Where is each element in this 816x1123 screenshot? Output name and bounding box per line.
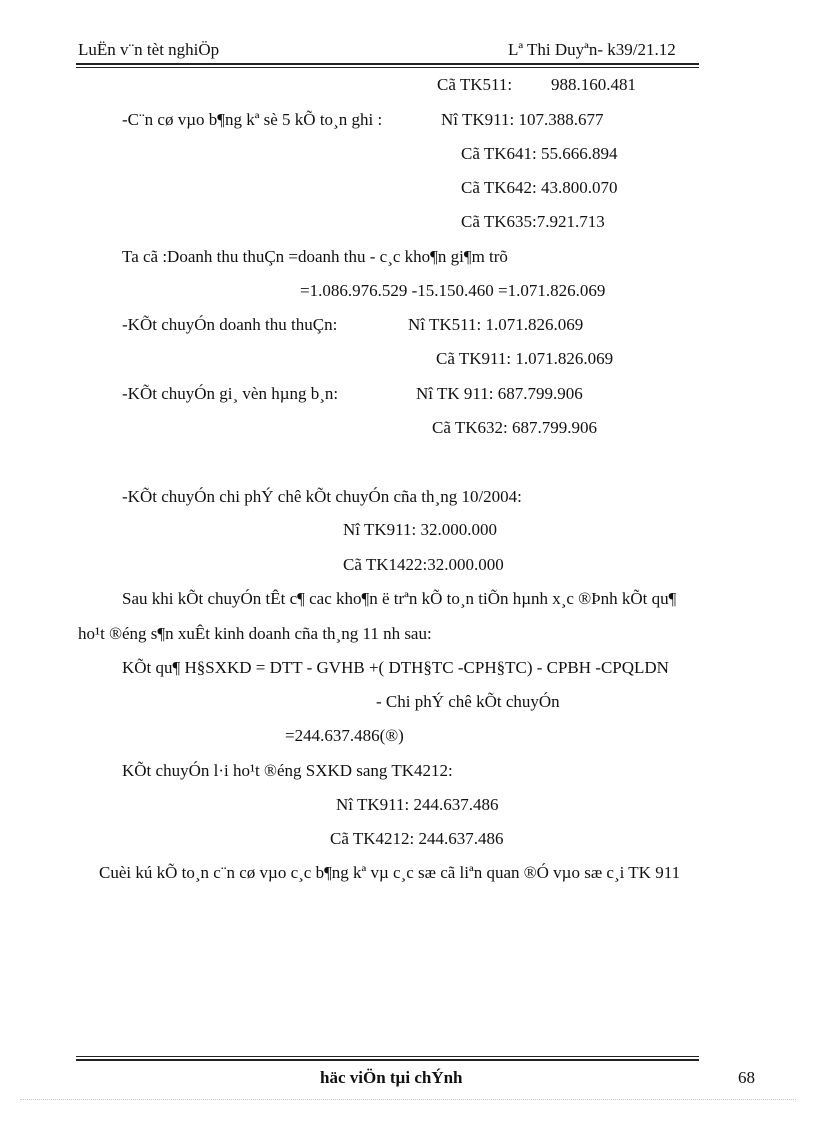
line-credit-tk632: Cã TK632: 687.799.906 xyxy=(432,418,597,437)
line-transfer-deferred-cost: -KÕt chuyÓn chi phÝ chê kÕt chuyÓn cña th¸ng 10/2004: xyxy=(122,487,522,506)
line-credit-tk641: Cã TK641: 55.666.894 xyxy=(461,144,618,163)
header-left: LuËn v¨n tèt nghiÖp xyxy=(78,40,220,59)
line-credit-tk1422: Cã TK1422:32.000.000 xyxy=(343,555,504,574)
page-bottom-dotted-edge xyxy=(20,1099,796,1100)
line-basis-report5: -C¨n cø vµo b¶ng kª sè 5 kÕ to¸n ghi : xyxy=(122,110,383,129)
line-result-formula: KÕt qu¶ H§SXKD = DTT - GVHB +( DTH§TC -CPH§TC) - CPBH -CPQLDN xyxy=(122,658,669,677)
line-result-formula-cont: - Chi phÝ chê kÕt chuyÓn xyxy=(376,692,560,711)
line-net-revenue-formula: Ta cã :Doanh thu thuÇn =doanh thu - c¸c kho¶n gi¶m trõ xyxy=(122,247,508,266)
line-credit-tk642: Cã TK642: 43.800.070 xyxy=(461,178,618,197)
header-rule-thick xyxy=(76,63,699,65)
line-debit-tk511: Nî TK511: 1.071.826.069 xyxy=(408,315,584,334)
para-result-intro-1: Sau khi kÕt chuyÓn tÊt c¶ cac kho¶n ë trªn kÕ to¸n tiÕn hµnh x¸c ®Þnh kÕt qu¶ xyxy=(122,589,677,608)
line-transfer-profit: KÕt chuyÓn l·i ho¹t ®éng SXKD sang TK4212: xyxy=(122,761,453,780)
page-number: 68 xyxy=(738,1068,755,1087)
line-credit-tk4212: Cã TK4212: 244.637.486 xyxy=(330,829,504,848)
line-debit-tk911: Nî TK911: 107.388.677 xyxy=(441,110,604,129)
line-debit-tk911-deferred: Nî TK911: 32.000.000 xyxy=(343,520,497,539)
header-rule-thin xyxy=(76,67,699,68)
line-debit-tk911-profit: Nî TK911: 244.637.486 xyxy=(336,795,499,814)
line-result-value: =244.637.486(®) xyxy=(285,726,404,745)
line-credit-tk511-value: 988.160.481 xyxy=(551,75,636,94)
line-credit-tk911: Cã TK911: 1.071.826.069 xyxy=(436,349,614,368)
para-result-intro-2: ho¹t ®éng s¶n xuÊt kinh doanh cña th¸ng 11 nh sau: xyxy=(78,624,432,643)
footer-rule-thick xyxy=(76,1059,699,1061)
line-net-revenue-result: =1.086.976.529 -15.150.460 =1.071.826.069 xyxy=(300,281,606,300)
footer-institution: häc viÖn tµi chÝnh xyxy=(320,1068,463,1087)
line-debit-tk911-cogs: Nî TK 911: 687.799.906 xyxy=(416,384,583,403)
line-transfer-net-revenue: -KÕt chuyÓn doanh thu thuÇn: xyxy=(122,315,338,334)
para-closing: Cuèi kú kÕ to¸n c¨n cø vµo c¸c b¶ng kª vµ c¸c sæ cã liªn quan ®Ó vµo sæ c¸i TK 911 xyxy=(99,863,681,882)
footer-rule-thin xyxy=(76,1056,699,1057)
header-right: Lª Thi Duyªn- k39/21.12 xyxy=(508,40,676,59)
line-credit-tk635: Cã TK635:7.921.713 xyxy=(461,212,605,231)
line-transfer-cogs: -KÕt chuyÓn gi¸ vèn hµng b¸n: xyxy=(122,384,339,403)
line-credit-tk511-label: Cã TK511: xyxy=(437,75,513,94)
